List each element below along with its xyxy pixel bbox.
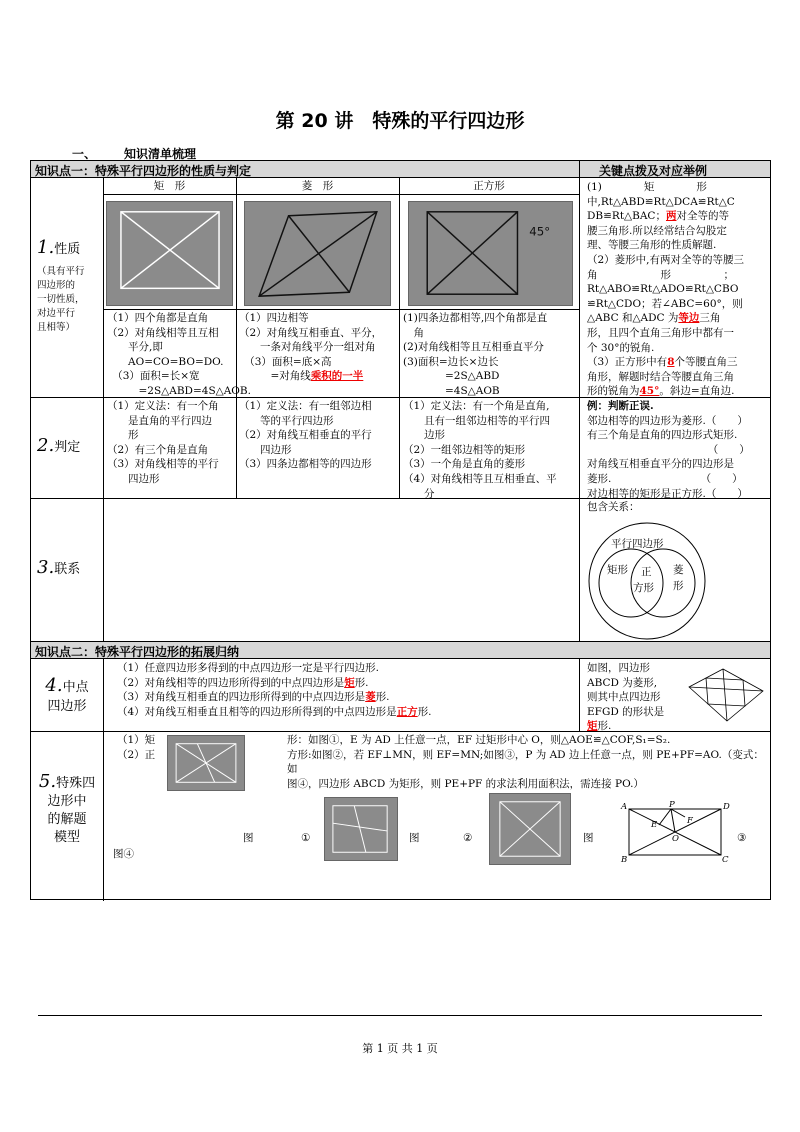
row5-l1a: （1）矩: [117, 734, 156, 746]
section-label: 知识清单梳理: [124, 147, 197, 161]
venn-rhombus-2: 形: [673, 580, 684, 592]
pt-E: E: [651, 820, 658, 830]
angle-label: 45°: [529, 224, 551, 239]
rhombus-properties: （1）四边相等 （2）对角线互相垂直、平分， 一条对角线平分一组对角 （3）面积=底×高 =对角线乘积的一半: [239, 312, 383, 383]
kp1-header: 知识点一：特殊平行四边形的性质与判定: [35, 164, 252, 178]
row1-note: （具有平行 四边形的 一切性质， 对边平行 且相等）: [37, 266, 85, 333]
key-row2: 例：判断正误. 邻边相等的四边形为菱形.（ ） 有三个角是直角的四边形式矩形. （ ） 对角线互相垂直平分的四边形是 菱形. （ ） 对边相等的矩形是正方形.（ ）: [587, 400, 750, 500]
midpoint-item: （2）对角线相等的四边形所得到的中点四边形是矩形.: [117, 676, 369, 689]
fig3-label: 图: [583, 832, 594, 844]
rectangle-photo: [106, 201, 233, 306]
venn-parallelogram: 平行四边形: [611, 538, 664, 550]
row1-label: 1.性质: [37, 237, 81, 258]
key-row4: 如图，四边形 ABCD 为菱形, 则其中点四边形 EFGD 的形状是 矩形.: [587, 662, 665, 733]
midpoint-item: （4）对角线互相垂直且相等的四边形所得到的中点四边形是正方形.: [117, 705, 432, 718]
kp1-header-row: [31, 161, 770, 178]
fig1-circle: ①: [301, 832, 311, 844]
pt-O: O: [672, 834, 679, 844]
fig2-label: 图: [409, 832, 420, 844]
venn-caption: 包含关系：: [587, 501, 640, 513]
key-row1: (1) 矩 形 中,Rt△ABD≌Rt△DCA≌Rt△C DB≌Rt△BAC；两对全等的等 腰三角形.所以经常结合勾股定 理、等腰三角形的性质解题. （2）菱形中,有两对全等的等腰三 角 形 ； Rt△ABO≌Rt△ADO≌Rt△CBO ≌Rt△CDO；若∠ABC=60°，则 △ABC 和△ADC 为等边三角 形，且四个直角三角形中都有一 个 30°的锐角. （3）正方形中有8个等腰直角三 角形，解题时结合等腰直角三角 形的锐角为45°。斜边=直角边.: [587, 181, 745, 398]
venn-rect: 矩形: [607, 564, 628, 576]
venn-rhombus-1: 菱: [673, 564, 684, 576]
rhombus-photo: [244, 201, 391, 306]
pt-F: F: [687, 816, 693, 826]
pt-D: D: [723, 802, 730, 812]
venn-square-2: 方形: [633, 582, 654, 594]
figure3-photo: [489, 793, 571, 865]
row5-l2a: （2）正: [117, 749, 156, 761]
knowledge-table: [30, 160, 771, 900]
page-footer: 第 1 页 共 1 页: [362, 1042, 438, 1055]
midpoint-item: （3）对角线互相垂直的四边形所得到的中点四边形是菱形.: [117, 691, 390, 704]
rect-properties: （1）四个角都是直角 （2）对角线相等且互相 平分,即 AO=CO=BO=DO. （3）面积=长×宽 =2S△ABD=4S△AOB.: [107, 312, 251, 397]
row5-text: 形：如图①，E 为 AD 上任意一点，EF 过矩形中心 O，则△AOE≌△COF,S₁=S₂. 方形:如图②，若 EF⊥MN，则 EF=MN;如图③，P 为 AD 边上任意一点，则 PE+PF=AO.（变式：如 图④，四边形 ABCD 为矩形，则 PE+PF 的求法利用面积法，需连接 PO.）: [287, 734, 764, 790]
midpoint-item: （1）任意四边形多得到的中点四边形一定是平行四边形.: [117, 662, 380, 674]
pt-P: P: [669, 801, 675, 810]
figure-rect-photo: [167, 735, 245, 791]
pt-B: B: [621, 855, 628, 863]
col-rect: 矩 形: [153, 180, 186, 192]
figure2-photo: [324, 797, 398, 861]
kp2-header: 知识点二：特殊平行四边形的拓展归纳: [35, 645, 240, 659]
row2-label: 2.判定: [37, 435, 81, 456]
row4-label: 4.中点 四边形: [45, 675, 89, 714]
footer-divider: [38, 1015, 762, 1016]
fig4-label: 图④: [113, 848, 134, 860]
square-properties: (1)四条边都相等,四个角都是直 角 (2)对角线相等且互相垂直平分 (3)面积=边长×边长 =2S△ABD =4S△AOB: [403, 312, 548, 397]
square-photo: [408, 201, 573, 306]
kp2-header-row: [31, 641, 770, 659]
pt-A: A: [621, 802, 628, 812]
rect-criteria: （1）定义法：有一个角 是直角的平行四边 形 （2）有三个角是直角 （3）对角线相等的平行 四边形: [107, 400, 219, 485]
fig1-label: 图: [243, 832, 254, 844]
row3-label: 3.联系: [37, 557, 81, 578]
figure4-geometry: [619, 801, 731, 863]
pt-C: C: [722, 855, 729, 863]
col-rhombus: 菱 形: [301, 180, 334, 192]
venn-diagram: [581, 513, 770, 641]
fig3-circle: ③: [737, 832, 747, 844]
square-criteria: （1）定义法：有一个角是直角, 且有一组邻边相等的平行四 边形 （2）一组邻边相等的矩形 （3）一个角是直角的菱形 （4）对角线相等且互相垂直、平 分: [403, 400, 557, 500]
section-number: 一、: [72, 147, 97, 161]
page-title: 第 20 讲 特殊的平行四边形: [275, 110, 525, 132]
venn-square-1: 正: [641, 566, 652, 578]
fig2-circle: ②: [463, 832, 473, 844]
key-points-header: 关键点拨及对应举例: [599, 164, 708, 178]
col-square: 正方形: [473, 180, 505, 192]
midpoint-figure: [683, 663, 769, 727]
midpoint-list: [117, 661, 432, 719]
row5-label: 5.特殊四 边形中 的解题 模型: [38, 771, 96, 845]
rhombus-criteria: （1）定义法：有一组邻边相 等的平行四边形 （2）对角线互相垂直的平行 四边形 （3）四条边都相等的四边形: [239, 400, 372, 471]
